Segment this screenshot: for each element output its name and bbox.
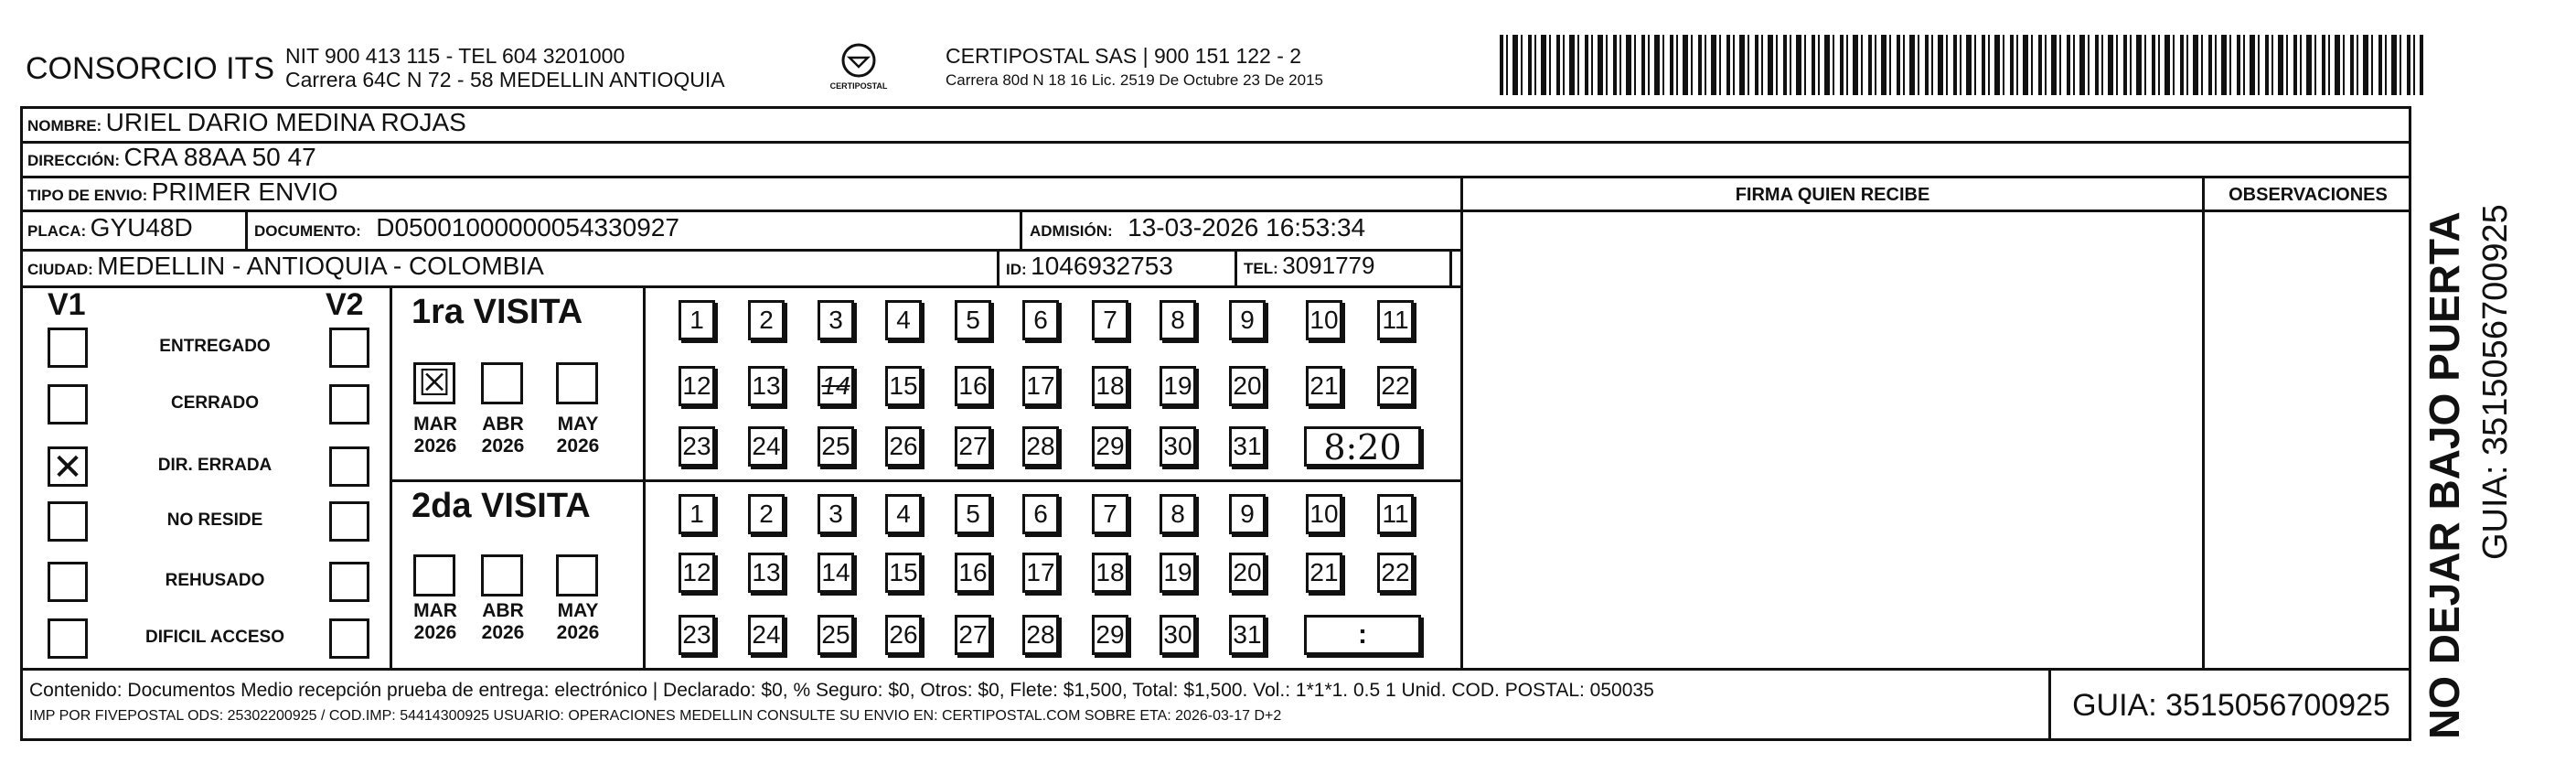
second-visit-day[interactable]: 5 [955,494,991,534]
barcode [1500,35,2423,95]
placa-value: GYU48D [90,213,193,242]
certipostal-logo-icon [840,42,877,79]
second-visit-day[interactable]: 7 [1092,494,1128,534]
footer-print-info: IMP POR FIVEPOSTAL ODS: 25302200925 / COD.IMP: 54414300925 USUARIO: OPERACIONES MEDELLIN CONSULTE SU ENVIO EN: CERTIPOSTAL.COM SOBRE ETA: 2026-03-17 D+2 [29,708,1282,724]
first-visit-day[interactable]: 18 [1092,366,1128,406]
first-visit-time[interactable]: 8:20 [1304,426,1421,467]
second-visit-day[interactable]: 16 [955,553,991,593]
second-visit-day[interactable]: 14 [818,553,854,593]
second-visit-day[interactable]: 22 [1377,553,1414,593]
v1-checkbox[interactable] [48,618,88,659]
company-name: CONSORCIO ITS [26,51,275,86]
first-visit-day[interactable]: 9 [1229,300,1266,340]
first-visit-day[interactable]: 6 [1022,300,1059,340]
second-visit-day[interactable]: 27 [955,615,991,655]
id-value: 1046932753 [1031,252,1173,280]
ciudad-value: MEDELLIN - ANTIOQUIA - COLOMBIA [97,252,544,280]
ciudad-row [27,252,544,281]
second-visit-title: 2da VISITA [412,487,591,525]
nombre-value: URIEL DARIO MEDINA ROJAS [105,108,466,136]
v1-checkbox[interactable] [48,328,88,368]
documento-value: D05001000000054330927 [376,213,679,242]
v1-checkbox[interactable] [48,501,88,542]
first-visit-day[interactable]: 27 [955,426,991,467]
first-visit-day[interactable]: 19 [1160,366,1196,406]
v1-header: V1 [48,287,86,322]
firma-area[interactable] [1463,212,2202,668]
month-checkbox[interactable] [556,554,598,596]
second-visit-day[interactable]: 21 [1306,553,1342,593]
first-visit-day[interactable]: 31 [1229,426,1266,467]
v2-checkbox[interactable] [329,384,369,424]
first-visit-day[interactable]: 22 [1377,366,1414,406]
status-label: CERRADO [170,393,260,413]
first-visit-day[interactable]: 23 [679,426,715,467]
tipo-envio-row [27,177,338,207]
year-label: 2026 [481,435,525,457]
firma-header: FIRMA QUIEN RECIBE [1735,185,1930,205]
direccion-value: CRA 88AA 50 47 [123,143,316,171]
tel-field [1244,252,1374,280]
v2-checkbox[interactable] [329,446,369,487]
second-visit-day[interactable]: 29 [1092,615,1128,655]
guia-box: GUIA: 3515056700925 [2072,688,2390,723]
tipo-envio-label: TIPO DE ENVIO: [27,187,148,204]
month-label: MAR [413,414,457,435]
first-visit-day[interactable]: 2 [748,300,785,340]
second-visit-day[interactable]: 6 [1022,494,1059,534]
second-visit-day[interactable]: 1 [679,494,715,534]
v2-header: V2 [326,287,364,322]
observaciones-header: OBSERVACIONES [2229,185,2388,205]
x-mark-icon: ✕ [52,447,83,488]
first-visit-day[interactable]: 12 [679,366,715,406]
tipo-envio-value: PRIMER ENVIO [151,177,338,206]
placa-field [27,213,193,242]
second-visit-day[interactable]: 30 [1160,615,1196,655]
status-label: DIR. ERRADA [157,456,273,475]
second-visit-day[interactable]: 23 [679,615,715,655]
admision-field [1030,213,1365,242]
month-label: MAY [557,414,599,435]
second-visit-day[interactable]: 4 [885,494,922,534]
second-visit-day[interactable]: 31 [1229,615,1266,655]
status-label: ENTREGADO [159,337,271,356]
first-visit-day[interactable]: 13 [748,366,785,406]
year-label: 2026 [481,622,525,643]
second-visit-day[interactable]: 10 [1306,494,1342,534]
second-visit-day[interactable]: 24 [748,615,785,655]
first-visit-day[interactable]: 14 [818,366,854,406]
v2-checkbox[interactable] [329,618,369,659]
certipostal-info: CERTIPOSTAL SAS | 900 151 122 - 2 [946,44,1302,68]
month-checkbox[interactable] [481,362,523,404]
tel-label: TEL: [1244,260,1278,277]
second-visit-day[interactable]: 13 [748,553,785,593]
first-visit-day[interactable]: 7 [1092,300,1128,340]
second-visit-day[interactable]: 28 [1022,615,1059,655]
first-visit-day[interactable]: 26 [885,426,922,467]
no-dejar-bajo-puerta: NO DEJAR BAJO PUERTA [2421,211,2468,739]
month-label: ABR [482,414,524,435]
certipostal-address: Carrera 80d N 18 16 Lic. 2519 De Octubre 23 De 2015 [946,71,1323,89]
month-checkbox[interactable] [556,362,598,404]
first-visit-day[interactable]: 17 [1022,366,1059,406]
first-visit-day[interactable]: 30 [1160,426,1196,467]
first-visit-day[interactable]: 28 [1022,426,1059,467]
nombre-row [27,108,466,137]
second-visit-day[interactable]: 9 [1229,494,1266,534]
admision-label: ADMISIÓN: [1030,222,1113,240]
status-label: NO RESIDE [166,510,263,530]
first-visit-day[interactable]: 1 [679,300,715,340]
second-visit-day[interactable]: 19 [1160,553,1196,593]
company-address: Carrera 64C N 72 - 58 MEDELLIN ANTIOQUIA [285,68,725,91]
month-checkbox[interactable] [413,362,455,404]
second-visit-day[interactable]: 11 [1377,494,1414,534]
second-visit-time[interactable]: : [1304,615,1421,655]
second-visit-day[interactable]: 26 [885,615,922,655]
second-visit-day[interactable]: 12 [679,553,715,593]
first-visit-day[interactable]: 3 [818,300,854,340]
first-visit-day[interactable]: 25 [818,426,854,467]
company-nit-tel: NIT 900 413 115 - TEL 604 3201000 [285,44,625,68]
documento-label: DOCUMENTO: [254,222,361,240]
ciudad-label: CIUDAD: [27,261,93,278]
v1-checkbox[interactable] [48,562,88,602]
nombre-label: NOMBRE: [27,117,102,134]
first-visit-day[interactable]: 21 [1306,366,1342,406]
first-visit-day[interactable]: 11 [1377,300,1414,340]
id-label: ID: [1006,261,1027,278]
first-visit-day[interactable]: 15 [885,366,922,406]
v2-checkbox[interactable] [329,562,369,602]
month-checkbox[interactable] [481,554,523,596]
admision-value: 13-03-2026 16:53:34 [1128,213,1366,242]
second-visit-day[interactable]: 15 [885,553,922,593]
certipostal-logo-text: CERTIPOSTAL [829,81,888,91]
v2-checkbox[interactable] [329,328,369,368]
status-label: REHUSADO [165,571,265,590]
second-visit-day[interactable]: 8 [1160,494,1196,534]
v1-checkbox[interactable] [48,384,88,424]
status-label: DIFICIL ACCESO [144,628,284,647]
certipostal-logo [827,42,891,99]
footer-content: Contenido: Documentos Medio recepción prueba de entrega: electrónico | Declarado: $0, % Seguro: $0, Otros: $0, Flete: $1,500, Total: $1,500. Vol.: 1*1*1. 0.5 1 Unid. COD. POSTAL: 050035 [29,680,1654,701]
second-visit-day[interactable]: 2 [748,494,785,534]
second-visit-day[interactable]: 18 [1092,553,1128,593]
first-visit-day[interactable]: 20 [1229,366,1266,406]
first-visit-day[interactable]: 24 [748,426,785,467]
month-label: MAR [413,600,457,621]
placa-label: PLACA: [27,222,87,240]
side-guia: GUIA: 3515056700925 [2476,204,2515,560]
second-visit-day[interactable]: 3 [818,494,854,534]
second-visit-day[interactable]: 25 [818,615,854,655]
direccion-row [27,143,316,172]
second-visit-day[interactable]: 20 [1229,553,1266,593]
month-label: MAY [557,600,599,621]
year-label: 2026 [556,435,600,457]
year-label: 2026 [413,622,457,643]
direccion-label: DIRECCIÓN: [27,152,121,169]
second-visit-day[interactable]: 17 [1022,553,1059,593]
x-mark-icon: ☒ [418,363,451,403]
first-visit-day[interactable]: 8 [1160,300,1196,340]
v1-checkbox[interactable] [48,446,88,487]
documento-field [254,213,679,242]
year-label: 2026 [556,622,600,643]
tel-value: 3091779 [1282,252,1375,279]
observaciones-area[interactable] [2205,212,2411,668]
first-visit-day[interactable]: 10 [1306,300,1342,340]
first-visit-day[interactable]: 5 [955,300,991,340]
month-label: ABR [482,600,524,621]
first-visit-day[interactable]: 29 [1092,426,1128,467]
month-checkbox[interactable] [413,554,455,596]
id-field [1006,252,1173,281]
v2-checkbox[interactable] [329,501,369,542]
first-visit-title: 1ra VISITA [412,293,583,331]
year-label: 2026 [413,435,457,457]
first-visit-day[interactable]: 16 [955,366,991,406]
first-visit-day[interactable]: 4 [885,300,922,340]
